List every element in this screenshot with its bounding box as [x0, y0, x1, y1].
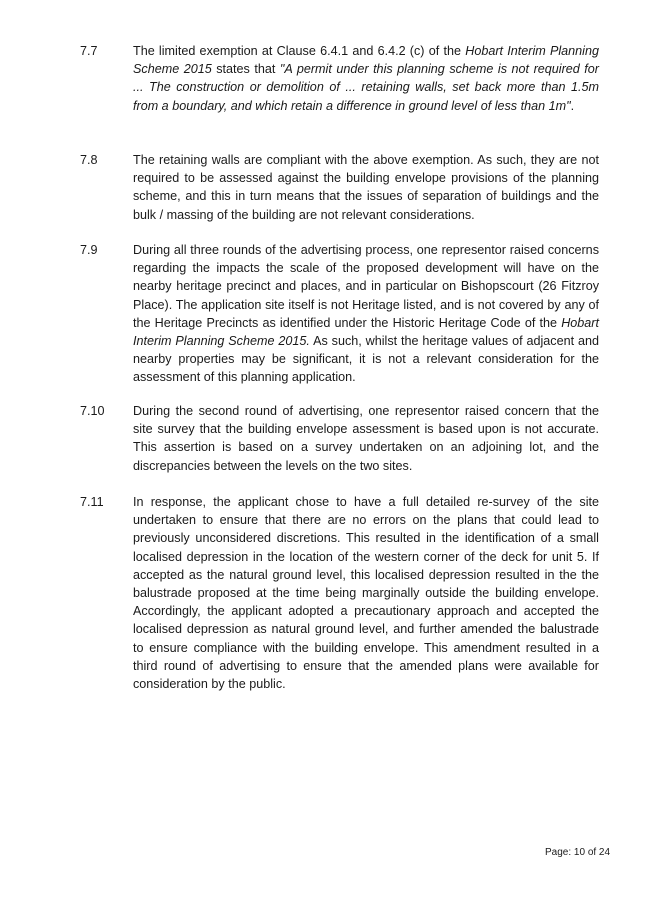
paragraph-text — [133, 493, 599, 693]
paragraph-number: 7.7 — [80, 44, 98, 58]
paragraph-text — [133, 151, 599, 224]
text-segment: states that — [211, 62, 280, 77]
paragraph-text — [133, 42, 599, 115]
page-number-footer: Page: 10 of 24 — [545, 847, 611, 858]
paragraph-text — [133, 402, 599, 475]
text-segment-italic: "A permit under this planning scheme is not required for ... The construction or demolition of ... retaining walls, set back more than 1.5m from a boundary, and which retain a difference in ground level of less than 1m" — [133, 62, 599, 113]
text-segment: During the second round of advertising, one representor raised concern that the site survey that the building envelope assessment is based upon is not accurate. This assertion is based on a survey undertaken on an adjoining lot, and the discrepancies between the levels on the two sites. — [133, 404, 599, 473]
paragraph-number: 7.10 — [80, 404, 105, 418]
text-segment: In response, the applicant chose to have a full detailed re-survey of the site undertaken to ensure that there are no errors on the plans that could lead to previously unconsidered discretions. This resulted in the identification of a small localised depression in the location of the western corner of the deck for unit 5. If accepted as the natural ground level, this localised depression resulted in the the balustrade proposed at the time being marginally outside the building envelope. Accordingly, the applicant adopted a precautionary approach and accepted the localised depression as natural ground level, and further amended the balustrade to ensure compliance with the building envelope. This amendment resulted in a third round of advertising to ensure that the amended plans were available for consideration by the public. — [133, 495, 599, 692]
text-segment-italic: Hobart Interim Planning Scheme 2015 — [133, 44, 599, 77]
text-segment: The limited exemption at Clause 6.4.1 and 6.4.2 (c) of the — [133, 44, 466, 58]
paragraph-number: 7.8 — [80, 153, 98, 167]
text-segment: . — [570, 98, 575, 113]
paragraph-text — [133, 241, 599, 387]
text-segment-italic: Hobart Interim Planning Scheme 2015. — [133, 315, 599, 349]
text-segment: As such, whilst the heritage values of adjacent and nearby properties may be significant, it is not a relevant consideration for the assessment of this planning application. — [133, 334, 600, 385]
text-segment: The retaining walls are compliant with the above exemption. As such, they are not required to be assessed against the building envelope provisions of the planning scheme, and this in turn means that the issues of separation of buildings and the bulk / massing of the building are not relevant considerations. — [133, 153, 599, 222]
paragraph-number: 7.11 — [80, 495, 104, 509]
paragraph-number: 7.9 — [80, 243, 98, 257]
text-segment: During all three rounds of the advertising process, one representor raised concerns regarding the impacts the scale of the proposed development will have on the nearby heritage precinct and places, and in particular on Bishopscourt (26 Fitzroy Place). The application site itself is not Heritage listed, and is not covered by any of the Heritage Precincts as identified under the Historic Heritage Code of the — [133, 243, 599, 330]
